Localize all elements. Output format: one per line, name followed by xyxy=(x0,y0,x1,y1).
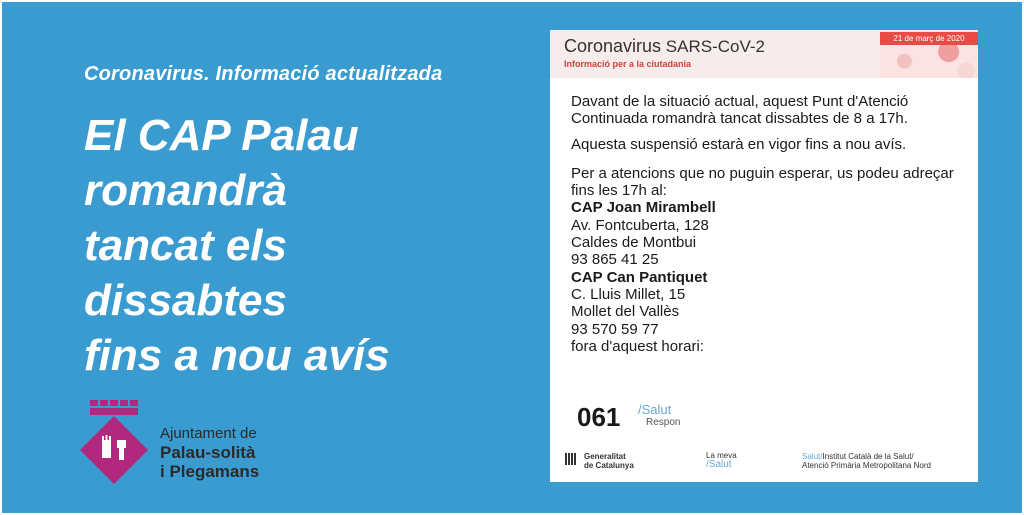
shield-diamond-icon xyxy=(80,416,148,484)
headline-line-5: fins a nou avís xyxy=(84,331,390,380)
paragraph-alternatives: Per a atencions que no puguin esperar, us podeu adreçar fins les 17h al: xyxy=(571,164,954,200)
notice-title xyxy=(564,36,765,57)
ics-line-2: Atenció Primària Metropolitana Nord xyxy=(802,461,931,470)
cap2-name: CAP Can Pantiquet xyxy=(571,268,708,286)
ics-footer xyxy=(802,452,931,470)
headline-line-2: romandrà xyxy=(84,166,287,215)
ics-brand: Salut/ xyxy=(802,452,823,461)
ajuntament-logo xyxy=(78,398,378,488)
notice-footer xyxy=(564,450,974,476)
logo-line-1: Ajuntament de xyxy=(160,425,257,442)
generalitat-icon xyxy=(564,452,578,466)
notice-card xyxy=(550,30,978,482)
notice-header xyxy=(550,30,978,78)
generalitat-line-1: Generalitat xyxy=(584,452,626,461)
cap1-address: Av. Fontcuberta, 128 xyxy=(571,216,709,234)
notice-body xyxy=(571,93,966,355)
logo-line-2: Palau-solità xyxy=(160,443,256,462)
ics-line-1: Institut Català de la Salut/ xyxy=(822,452,914,461)
cap2-phone: 93 570 59 77 xyxy=(571,320,659,338)
generalitat-line-2: de Catalunya xyxy=(584,461,634,470)
la-meva-line-1: La meva xyxy=(706,451,737,460)
notice-title-a: Coronavirus xyxy=(564,36,662,56)
headline-line-4: dissabtes xyxy=(84,276,287,325)
notice-date: 21 de març de 2020 xyxy=(880,32,978,45)
outside-hours: fora d'aquest horari: xyxy=(571,337,704,355)
notice-subtitle: Informació per a la ciutadania xyxy=(564,59,692,69)
cap2-city: Mollet del Vallès xyxy=(571,303,680,321)
headline-line-3: tancat els xyxy=(84,221,287,270)
paragraph-suspension: Aquesta suspensió estarà en vigor fins a nou avís. xyxy=(571,135,907,153)
emergency-sub: Respon xyxy=(646,417,681,428)
la-meva-salut xyxy=(706,451,737,469)
logo-line-3: i Plegamans xyxy=(160,462,260,481)
notice-title-b: SARS-CoV-2 xyxy=(665,37,765,56)
headline-line-1: El CAP Palau xyxy=(84,111,359,160)
paragraph-closure: Davant de la situació actual, aquest Punt d'Atenció Continuada romandrà tancat dissabtes de 8 a 17h. xyxy=(571,93,909,128)
generalitat-text xyxy=(584,452,634,470)
cap1-city: Caldes de Montbui xyxy=(571,234,697,252)
emergency-brand: /Salut xyxy=(638,402,672,417)
logo-text xyxy=(160,424,259,481)
cap1-phone: 93 865 41 25 xyxy=(571,251,659,269)
hero-headline xyxy=(84,108,524,383)
emergency-number: 061 xyxy=(577,402,621,432)
hero-subtitle: Coronavirus. Informació actualitzada xyxy=(84,63,443,85)
cap2-address: C. Lluis Millet, 15 xyxy=(571,285,686,303)
cap1-name: CAP Joan Mirambell xyxy=(571,199,716,217)
la-meva-line-2: /Salut xyxy=(706,459,732,470)
